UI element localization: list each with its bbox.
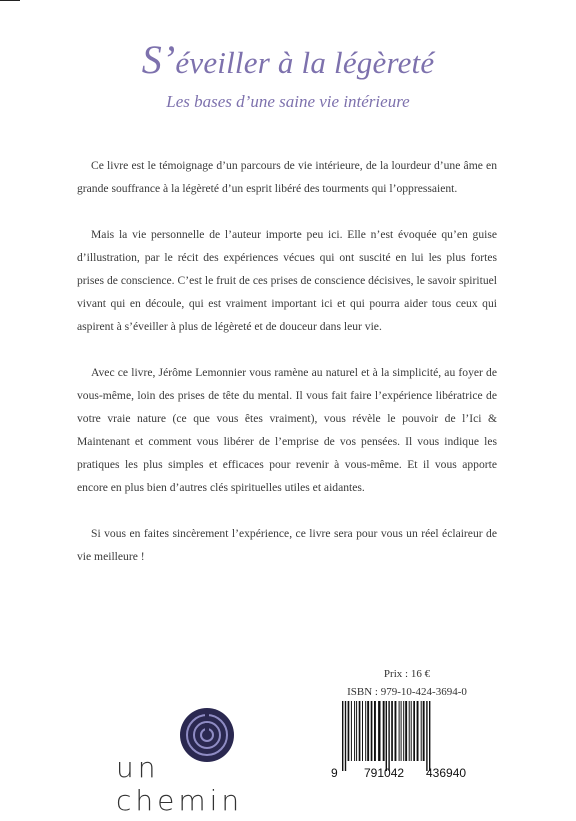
barcode-bar	[351, 701, 352, 761]
barcode-bar	[345, 701, 346, 771]
barcode-bar	[348, 701, 350, 761]
blurb-paragraph-1: Ce livre est le témoignage d’un parcours de vie intérieure, de la lourdeur d’une âme en grande souffrance à la légèreté d’un esprit libéré des tourments qui l’oppressaient.	[77, 159, 497, 195]
title-initial: S’	[141, 37, 176, 82]
barcode-bar	[367, 701, 369, 761]
barcode-bar	[413, 701, 415, 761]
barcode-bar	[371, 701, 373, 761]
barcode-bar	[399, 701, 400, 761]
barcode-bar	[388, 701, 389, 771]
barcode-bar	[386, 701, 387, 771]
barcode-bar	[417, 701, 419, 761]
barcode-bar	[356, 701, 357, 761]
barcode-bar	[342, 701, 343, 771]
barcode-bar	[365, 701, 366, 761]
publisher-name: un chemin	[116, 751, 244, 817]
barcode-bar	[374, 701, 376, 761]
book-title	[0, 36, 576, 83]
barcode-bar	[429, 701, 430, 771]
barcode-bar	[395, 701, 397, 761]
barcode	[330, 701, 490, 779]
crop-mark	[0, 0, 20, 1]
barcode-digits-left: 791042	[364, 766, 405, 779]
barcode-bar	[426, 701, 427, 771]
barcode-bar	[409, 701, 410, 761]
barcode-bar	[403, 701, 404, 761]
blurb-paragraph-2: Mais la vie personnelle de l’auteur importe peu ici. Elle n’est évoquée qu’en guise d’illustration, par le récit des expériences vécues qui ont suscité en lui les plus fortes prises de conscience. C’est le fruit de ces prises de conscience décisives, le savoir spirituel vivant qui en découle, qui est vraiment important ici et qui pourra aider tous ceux qui aspirent à s’éveiller à plus de légèreté et de douceur dans leur vie.	[77, 228, 497, 333]
barcode-bar	[405, 701, 407, 761]
blurb-paragraph-4: Si vous en faites sincèrement l’expérience, ce livre sera pour vous un réel éclaireur de vie meilleure !	[77, 527, 497, 563]
barcode-bar	[359, 701, 361, 761]
back-cover-blurb	[77, 154, 497, 591]
barcode-bar	[378, 701, 380, 761]
barcode-digit-first: 9	[331, 766, 338, 779]
barcode-digits-right: 436940	[426, 766, 467, 779]
barcode-bar	[401, 701, 402, 761]
barcode-bar	[421, 701, 422, 761]
barcode-bar	[391, 701, 393, 761]
barcode-bar	[423, 701, 425, 761]
barcode-bar	[383, 701, 385, 761]
barcode-bars	[342, 701, 430, 771]
barcode-bar	[354, 701, 355, 761]
blurb-paragraph-3: Avec ce livre, Jérôme Lemonnier vous ramène au naturel et à la simplicité, au foyer de vous-même, loin des prises de tête du mental. Il vous fait faire l’expérience libératrice de votre vraie nature (ce que vous êtes vraiment), vous révèle le pouvoir de l’Ici & Maintenant et comment vous libérer de l’emprise de vos pensées. Il vous indique les pratiques les plus simples et efficaces pour revenir à vous-même. Et il vous apporte encore en plus bien d’autres clés spirituelles utiles et aidantes.	[77, 366, 497, 494]
barcode-bar	[362, 701, 363, 761]
price-label: Prix : 16 €	[383, 668, 431, 680]
title-text: éveiller à la légèreté	[175, 45, 435, 80]
book-subtitle: Les bases d’une saine vie intérieure	[166, 92, 410, 111]
isbn-label: ISBN : 979-10-424-3694-0	[347, 686, 467, 698]
barcode-bar	[411, 701, 412, 761]
